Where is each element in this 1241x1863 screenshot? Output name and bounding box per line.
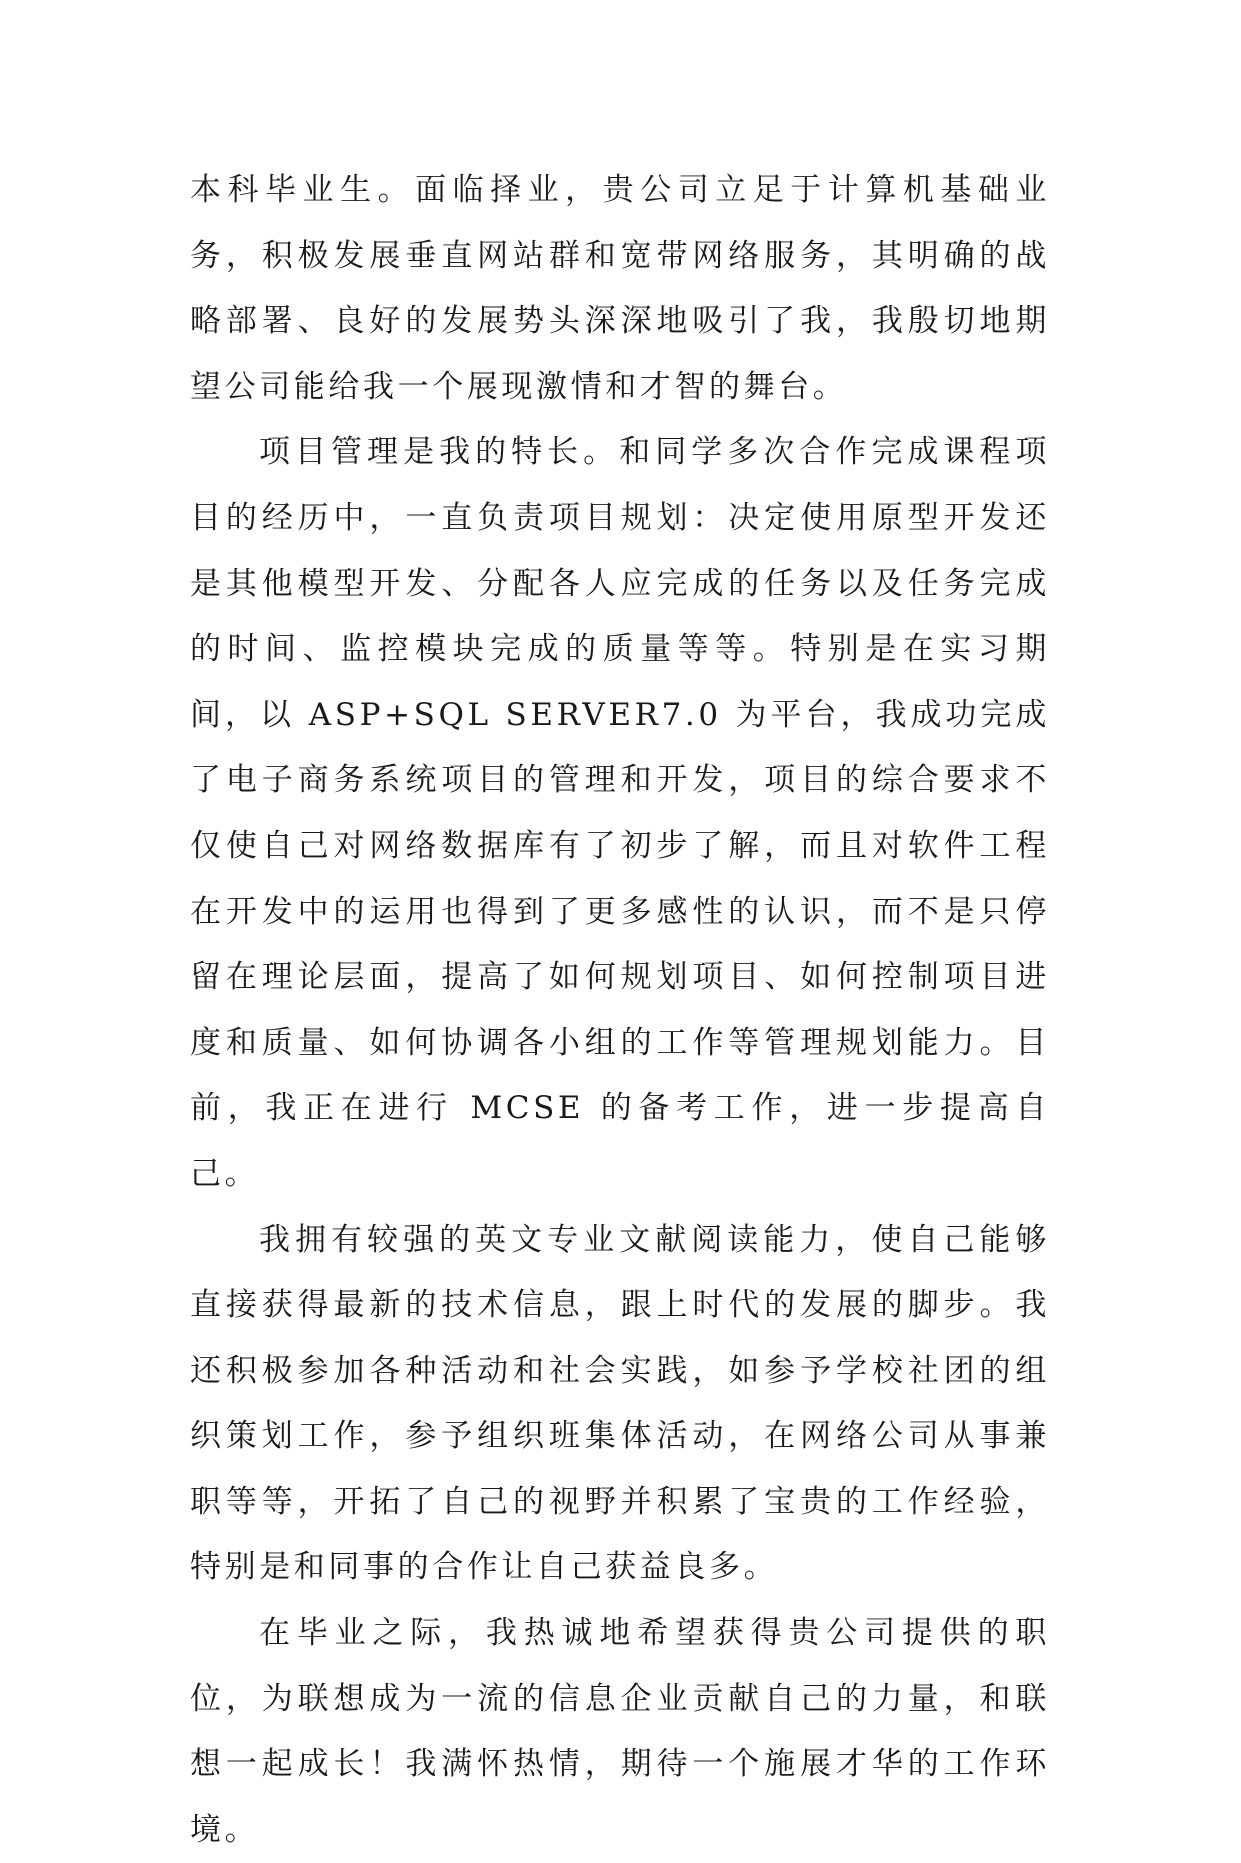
letter-body xyxy=(190,158,1050,1863)
paragraph-3: 我拥有较强的英文专业文献阅读能力，使自己能够直接获得最新的技术信息，跟上时代的发展的脚步。我还积极参加各种活动和社会实践，如参予学校社团的组织策划工作，参予组织班集体活动，在网络公司从事兼职等等，开拓了自己的视野并积累了宝贵的工作经验，特别是和同事的合作让自己获益良多。 xyxy=(190,1221,1050,1586)
paragraph-2: 项目管理是我的特长。和同学多次合作完成课程项目的经历中，一直负责项目规划：决定使用原型开发还是其他模型开发、分配各人应完成的任务以及任务完成的时间、监控模块完成的质量等等。特别是在实习期间，以 ASP+SQL SERVER7.0 为平台，我成功完成了电子商务系统项目的管理和开发，项目的综合要求不仅使自己对网络数据库有了初步了解，而且对软件工程在开发中的运用也得到了更多感性的认识，而不是只停留在理论层面，提高了如何规划项目、如何控制项目进度和质量、如何协调各小组的工作等管理规划能力。目前，我正在进行 MCSE 的备考工作，进一步提高自己。 xyxy=(190,434,1050,1192)
paragraph-1: 本科毕业生。面临择业，贵公司立足于计算机基础业务，积极发展垂直网站群和宽带网络服务，其明确的战略部署、良好的发展势头深深地吸引了我，我殷切地期望公司能给我一个展现激情和才智的舞台。 xyxy=(190,172,1050,405)
paragraph-4: 在毕业之际，我热诚地希望获得贵公司提供的职位，为联想成为一流的信息企业贡献自己的力量，和联想一起成长！我满怀热情，期待一个施展才华的工作环境。 xyxy=(190,1615,1050,1848)
